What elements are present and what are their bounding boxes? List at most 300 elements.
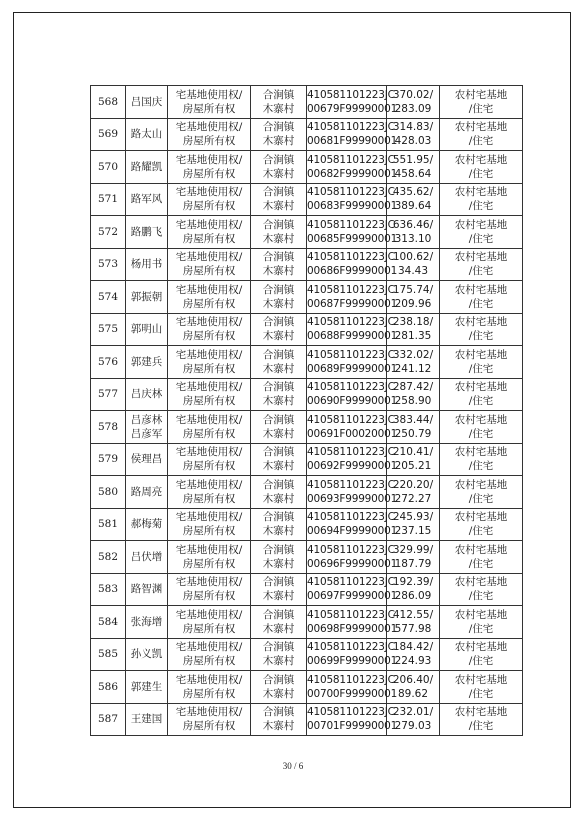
land-use-line: 农村宅基地 — [454, 413, 508, 426]
area-line: 329.99/ — [392, 543, 434, 556]
land-use-line: /住宅 — [468, 655, 494, 668]
owner-name-cell: 吕庆林 — [126, 378, 168, 411]
area-line: 281.35 — [394, 330, 432, 343]
area-cell — [387, 411, 440, 444]
owner-name-line: 吕彦军 — [130, 427, 163, 440]
area-cell — [387, 476, 440, 509]
land-use-cell — [440, 118, 523, 151]
land-use-cell — [440, 443, 523, 476]
area-cell — [387, 86, 440, 119]
right-type-line: 房屋所有权 — [182, 557, 236, 570]
unit-code-line: 410581101223JC — [307, 673, 395, 686]
unit-code-line: 410581101223JC — [307, 381, 395, 394]
land-use-cell — [440, 476, 523, 509]
unit-code-line: 410581101223JC — [307, 88, 395, 101]
land-use-line: /住宅 — [468, 297, 494, 310]
area-line: 220.20/ — [392, 478, 434, 491]
unit-code-line: 410581101223JC — [307, 186, 395, 199]
location-cell — [251, 573, 307, 606]
right-type-line: 宅基地使用权/ — [175, 348, 243, 361]
document-page — [13, 12, 571, 808]
area-line: 192.39/ — [392, 576, 434, 589]
land-use-line: 农村宅基地 — [454, 283, 508, 296]
right-type-line: 房屋所有权 — [182, 200, 236, 213]
area-line: 287.42/ — [392, 381, 434, 394]
area-line: 577.98 — [394, 622, 432, 635]
location-line: 木寨村 — [262, 200, 295, 213]
unit-code-cell — [307, 151, 398, 184]
unit-code-line: 00679F99990001 — [307, 102, 398, 115]
right-type-cell — [168, 606, 251, 639]
area-line: 209.96 — [394, 297, 432, 310]
location-cell — [251, 216, 307, 249]
unit-code-cell — [307, 86, 398, 119]
unit-code-line: 00701F99990001 — [307, 720, 398, 733]
area-line: 332.02/ — [392, 348, 434, 361]
location-cell — [251, 541, 307, 574]
location-line: 木寨村 — [262, 395, 295, 408]
right-type-line: 宅基地使用权/ — [175, 186, 243, 199]
area-line: 187.79 — [394, 557, 432, 570]
row-number-cell: 583 — [91, 573, 126, 606]
area-line: 314.83/ — [392, 121, 434, 134]
location-cell — [251, 281, 307, 314]
unit-code-cell — [307, 573, 398, 606]
table-row — [91, 638, 523, 671]
right-type-line: 宅基地使用权/ — [175, 316, 243, 329]
land-use-line: 农村宅基地 — [454, 673, 508, 686]
right-type-cell — [168, 118, 251, 151]
right-type-cell — [168, 476, 251, 509]
location-line: 合涧镇 — [262, 478, 295, 491]
owner-name-cell: 杨用书 — [126, 248, 168, 281]
right-type-line: 宅基地使用权/ — [175, 218, 243, 231]
area-line: 237.15 — [394, 525, 432, 538]
location-line: 木寨村 — [262, 362, 295, 375]
right-type-line: 房屋所有权 — [182, 102, 236, 115]
unit-code-line: 00690F99990001 — [307, 395, 398, 408]
table-row — [91, 378, 523, 411]
location-line: 木寨村 — [262, 102, 295, 115]
location-line: 木寨村 — [262, 492, 295, 505]
row-number-cell: 573 — [91, 248, 126, 281]
right-type-line: 宅基地使用权/ — [175, 88, 243, 101]
location-line: 木寨村 — [262, 460, 295, 473]
land-use-cell — [440, 183, 523, 216]
right-type-cell — [168, 151, 251, 184]
right-type-line: 宅基地使用权/ — [175, 706, 243, 719]
owner-name-cell: 路智渊 — [126, 573, 168, 606]
right-type-line: 房屋所有权 — [182, 622, 236, 635]
unit-code-cell — [307, 346, 398, 379]
unit-code-cell — [307, 313, 398, 346]
area-cell — [387, 281, 440, 314]
location-cell — [251, 671, 307, 704]
location-line: 合涧镇 — [262, 121, 295, 134]
area-line: 272.27 — [394, 492, 432, 505]
unit-code-line: 410581101223JC — [307, 251, 395, 264]
unit-code-cell — [307, 248, 398, 281]
right-type-line: 房屋所有权 — [182, 525, 236, 538]
right-type-line: 房屋所有权 — [182, 362, 236, 375]
location-line: 木寨村 — [262, 687, 295, 700]
owner-name-cell: 郭明山 — [126, 313, 168, 346]
land-use-line: 农村宅基地 — [454, 186, 508, 199]
land-use-cell — [440, 248, 523, 281]
location-line: 合涧镇 — [262, 641, 295, 654]
right-type-cell — [168, 443, 251, 476]
unit-code-line: 00699F99990001 — [307, 655, 398, 668]
land-use-line: 农村宅基地 — [454, 348, 508, 361]
right-type-cell — [168, 671, 251, 704]
land-use-line: 农村宅基地 — [454, 251, 508, 264]
land-use-cell — [440, 703, 523, 736]
right-type-line: 宅基地使用权/ — [175, 641, 243, 654]
area-cell — [387, 183, 440, 216]
unit-code-line: 00688F99990001 — [307, 330, 398, 343]
right-type-line: 房屋所有权 — [182, 427, 236, 440]
right-type-cell — [168, 346, 251, 379]
area-line: 232.01/ — [392, 706, 434, 719]
area-cell — [387, 378, 440, 411]
unit-code-line: 00694F99990001 — [307, 525, 398, 538]
table-row — [91, 703, 523, 736]
land-use-cell — [440, 573, 523, 606]
right-type-line: 房屋所有权 — [182, 330, 236, 343]
right-type-line: 宅基地使用权/ — [175, 381, 243, 394]
right-type-line: 宅基地使用权/ — [175, 283, 243, 296]
land-use-line: 农村宅基地 — [454, 478, 508, 491]
right-type-line: 宅基地使用权/ — [175, 121, 243, 134]
area-line: 34.43 — [397, 265, 429, 278]
row-number-cell: 572 — [91, 216, 126, 249]
land-use-line: /住宅 — [468, 525, 494, 538]
area-line: 224.93 — [394, 655, 432, 668]
unit-code-line: 410581101223JC — [307, 283, 395, 296]
unit-code-cell — [307, 411, 398, 444]
land-use-cell — [440, 281, 523, 314]
land-use-cell — [440, 508, 523, 541]
unit-code-line: 00681F99990001 — [307, 135, 398, 148]
unit-code-line: 00698F99990001 — [307, 622, 398, 635]
table-row — [91, 313, 523, 346]
location-line: 合涧镇 — [262, 673, 295, 686]
land-use-cell — [440, 606, 523, 639]
area-cell — [387, 606, 440, 639]
right-type-line: 房屋所有权 — [182, 265, 236, 278]
area-cell — [387, 313, 440, 346]
owner-name-cell: 路耀凯 — [126, 151, 168, 184]
area-cell — [387, 508, 440, 541]
area-line: 238.18/ — [392, 316, 434, 329]
land-use-line: 农村宅基地 — [454, 511, 508, 524]
right-type-line: 房屋所有权 — [182, 395, 236, 408]
unit-code-cell — [307, 281, 398, 314]
area-line: 245.93/ — [392, 511, 434, 524]
location-cell — [251, 606, 307, 639]
location-cell — [251, 508, 307, 541]
land-use-cell — [440, 378, 523, 411]
area-line: 458.64 — [394, 167, 432, 180]
table-row — [91, 671, 523, 704]
right-type-cell — [168, 638, 251, 671]
unit-code-cell — [307, 443, 398, 476]
land-use-line: 农村宅基地 — [454, 88, 508, 101]
unit-code-line: 00691F00020001 — [307, 427, 398, 440]
table-row — [91, 411, 523, 444]
area-cell — [387, 216, 440, 249]
area-line: 428.03 — [394, 135, 432, 148]
table-row — [91, 541, 523, 574]
location-line: 木寨村 — [262, 720, 295, 733]
unit-code-line: 410581101223JC — [307, 641, 395, 654]
land-use-cell — [440, 313, 523, 346]
right-type-line: 房屋所有权 — [182, 297, 236, 310]
table-row — [91, 508, 523, 541]
table-row — [91, 118, 523, 151]
right-type-line: 宅基地使用权/ — [175, 576, 243, 589]
right-type-cell — [168, 281, 251, 314]
row-number-cell: 575 — [91, 313, 126, 346]
land-use-line: /住宅 — [468, 395, 494, 408]
land-use-line: /住宅 — [468, 590, 494, 603]
area-line: 210.41/ — [392, 446, 434, 459]
row-number-cell: 568 — [91, 86, 126, 119]
location-cell — [251, 313, 307, 346]
table-row — [91, 183, 523, 216]
land-use-line: 农村宅基地 — [454, 608, 508, 621]
right-type-cell — [168, 183, 251, 216]
land-use-line: 农村宅基地 — [454, 121, 508, 134]
location-line: 木寨村 — [262, 557, 295, 570]
location-cell — [251, 86, 307, 119]
area-cell — [387, 151, 440, 184]
location-cell — [251, 151, 307, 184]
location-line: 合涧镇 — [262, 543, 295, 556]
area-line: 383.44/ — [392, 413, 434, 426]
unit-code-line: 00692F99990001 — [307, 460, 398, 473]
area-line: 389.64 — [394, 200, 432, 213]
location-line: 木寨村 — [262, 167, 295, 180]
row-number-cell: 578 — [91, 411, 126, 444]
unit-code-line: 410581101223JC — [307, 576, 395, 589]
unit-code-line: 00697F99990001 — [307, 590, 398, 603]
row-number-cell: 579 — [91, 443, 126, 476]
owner-name-cell: 王建国 — [126, 703, 168, 736]
unit-code-line: 410581101223JC — [307, 218, 395, 231]
location-line: 合涧镇 — [262, 511, 295, 524]
right-type-line: 房屋所有权 — [182, 687, 236, 700]
location-line: 合涧镇 — [262, 251, 295, 264]
area-line: 279.03 — [394, 720, 432, 733]
location-line: 木寨村 — [262, 232, 295, 245]
row-number-cell: 569 — [91, 118, 126, 151]
table-row — [91, 248, 523, 281]
unit-code-line: 410581101223JC — [307, 413, 395, 426]
land-use-line: 农村宅基地 — [454, 218, 508, 231]
unit-code-cell — [307, 541, 398, 574]
location-cell — [251, 183, 307, 216]
row-number-cell: 570 — [91, 151, 126, 184]
location-cell — [251, 411, 307, 444]
right-type-line: 宅基地使用权/ — [175, 446, 243, 459]
unit-code-line: 410581101223JC — [307, 706, 395, 719]
right-type-cell — [168, 508, 251, 541]
location-line: 合涧镇 — [262, 381, 295, 394]
right-type-line: 房屋所有权 — [182, 590, 236, 603]
area-line: 286.09 — [394, 590, 432, 603]
unit-code-line: 00687F99990001 — [307, 297, 398, 310]
location-line: 合涧镇 — [262, 186, 295, 199]
owner-name-cell: 吕国庆 — [126, 86, 168, 119]
land-use-cell — [440, 671, 523, 704]
land-use-cell — [440, 411, 523, 444]
area-cell — [387, 118, 440, 151]
location-line: 合涧镇 — [262, 153, 295, 166]
table-row — [91, 86, 523, 119]
row-number-cell: 571 — [91, 183, 126, 216]
table-row — [91, 443, 523, 476]
registration-table-body — [91, 86, 523, 736]
unit-code-line: 410581101223JC — [307, 121, 395, 134]
owner-name-cell: 侯理昌 — [126, 443, 168, 476]
unit-code-line: 410581101223JC — [307, 543, 395, 556]
table-row — [91, 346, 523, 379]
right-type-line: 宅基地使用权/ — [175, 413, 243, 426]
location-cell — [251, 118, 307, 151]
registration-table — [90, 85, 523, 736]
land-use-line: 农村宅基地 — [454, 381, 508, 394]
owner-name-cell: 吕伏增 — [126, 541, 168, 574]
area-cell — [387, 541, 440, 574]
unit-code-line: 410581101223JC — [307, 478, 395, 491]
area-cell — [387, 346, 440, 379]
area-line: 435.62/ — [392, 186, 434, 199]
land-use-line: /住宅 — [468, 330, 494, 343]
unit-code-line: 410581101223JC — [307, 511, 395, 524]
unit-code-line: 00696F99990001 — [307, 557, 398, 570]
location-line: 木寨村 — [262, 135, 295, 148]
land-use-cell — [440, 638, 523, 671]
row-number-cell: 585 — [91, 638, 126, 671]
right-type-cell — [168, 703, 251, 736]
right-type-line: 房屋所有权 — [182, 720, 236, 733]
right-type-line: 宅基地使用权/ — [175, 153, 243, 166]
land-use-line: 农村宅基地 — [454, 316, 508, 329]
location-line: 木寨村 — [262, 297, 295, 310]
land-use-line: /住宅 — [468, 102, 494, 115]
unit-code-cell — [307, 378, 398, 411]
location-cell — [251, 346, 307, 379]
land-use-line: 农村宅基地 — [454, 641, 508, 654]
location-cell — [251, 378, 307, 411]
unit-code-line: 00685F99990001 — [307, 232, 398, 245]
owner-name-cell: 路军风 — [126, 183, 168, 216]
unit-code-line: 410581101223JC — [307, 446, 395, 459]
unit-code-line: 00700F99990001 — [307, 687, 398, 700]
area-line: 412.55/ — [392, 608, 434, 621]
land-use-cell — [440, 151, 523, 184]
owner-name-cell — [126, 411, 168, 444]
location-line: 合涧镇 — [262, 446, 295, 459]
owner-name-cell: 郭建兵 — [126, 346, 168, 379]
location-line: 木寨村 — [262, 590, 295, 603]
area-line: 551.95/ — [392, 153, 434, 166]
land-use-line: /住宅 — [468, 167, 494, 180]
right-type-line: 房屋所有权 — [182, 655, 236, 668]
right-type-line: 宅基地使用权/ — [175, 608, 243, 621]
page-number: 30 / 6 — [282, 761, 304, 771]
table-row — [91, 281, 523, 314]
table-row — [91, 216, 523, 249]
location-line: 木寨村 — [262, 427, 295, 440]
table-row — [91, 573, 523, 606]
location-line: 合涧镇 — [262, 348, 295, 361]
unit-code-cell — [307, 703, 398, 736]
right-type-cell — [168, 378, 251, 411]
unit-code-cell — [307, 606, 398, 639]
land-use-line: /住宅 — [468, 135, 494, 148]
right-type-line: 宅基地使用权/ — [175, 543, 243, 556]
location-line: 木寨村 — [262, 525, 295, 538]
location-line: 合涧镇 — [262, 316, 295, 329]
row-number-cell: 584 — [91, 606, 126, 639]
right-type-line: 房屋所有权 — [182, 460, 236, 473]
land-use-cell — [440, 346, 523, 379]
land-use-line: /住宅 — [468, 720, 494, 733]
row-number-cell: 581 — [91, 508, 126, 541]
land-use-cell — [440, 216, 523, 249]
owner-name-cell: 郭建生 — [126, 671, 168, 704]
area-line: 100.62/ — [392, 251, 434, 264]
land-use-line: /住宅 — [468, 622, 494, 635]
unit-code-cell — [307, 671, 398, 704]
owner-name-cell: 郭振朝 — [126, 281, 168, 314]
unit-code-line: 410581101223JC — [307, 316, 395, 329]
right-type-cell — [168, 541, 251, 574]
location-cell — [251, 703, 307, 736]
area-line: 283.09 — [394, 102, 432, 115]
area-line: 636.46/ — [392, 218, 434, 231]
area-line: 241.12 — [394, 362, 432, 375]
location-cell — [251, 638, 307, 671]
land-use-line: /住宅 — [468, 265, 494, 278]
land-use-line: 农村宅基地 — [454, 706, 508, 719]
table-row — [91, 476, 523, 509]
location-cell — [251, 248, 307, 281]
area-line: 258.90 — [394, 395, 432, 408]
owner-name-cell: 路鹏飞 — [126, 216, 168, 249]
unit-code-line: 00693F99990001 — [307, 492, 398, 505]
unit-code-cell — [307, 638, 398, 671]
location-line: 合涧镇 — [262, 576, 295, 589]
right-type-line: 房屋所有权 — [182, 232, 236, 245]
right-type-cell — [168, 248, 251, 281]
row-number-cell: 586 — [91, 671, 126, 704]
right-type-line: 宅基地使用权/ — [175, 511, 243, 524]
area-cell — [387, 703, 440, 736]
unit-code-line: 00689F99990001 — [307, 362, 398, 375]
land-use-line: 农村宅基地 — [454, 543, 508, 556]
right-type-line: 宅基地使用权/ — [175, 673, 243, 686]
unit-code-line: 00686F99990001 — [307, 265, 398, 278]
right-type-line: 房屋所有权 — [182, 167, 236, 180]
right-type-line: 房屋所有权 — [182, 135, 236, 148]
row-number-cell: 582 — [91, 541, 126, 574]
location-line: 合涧镇 — [262, 88, 295, 101]
row-number-cell: 577 — [91, 378, 126, 411]
row-number-cell: 587 — [91, 703, 126, 736]
